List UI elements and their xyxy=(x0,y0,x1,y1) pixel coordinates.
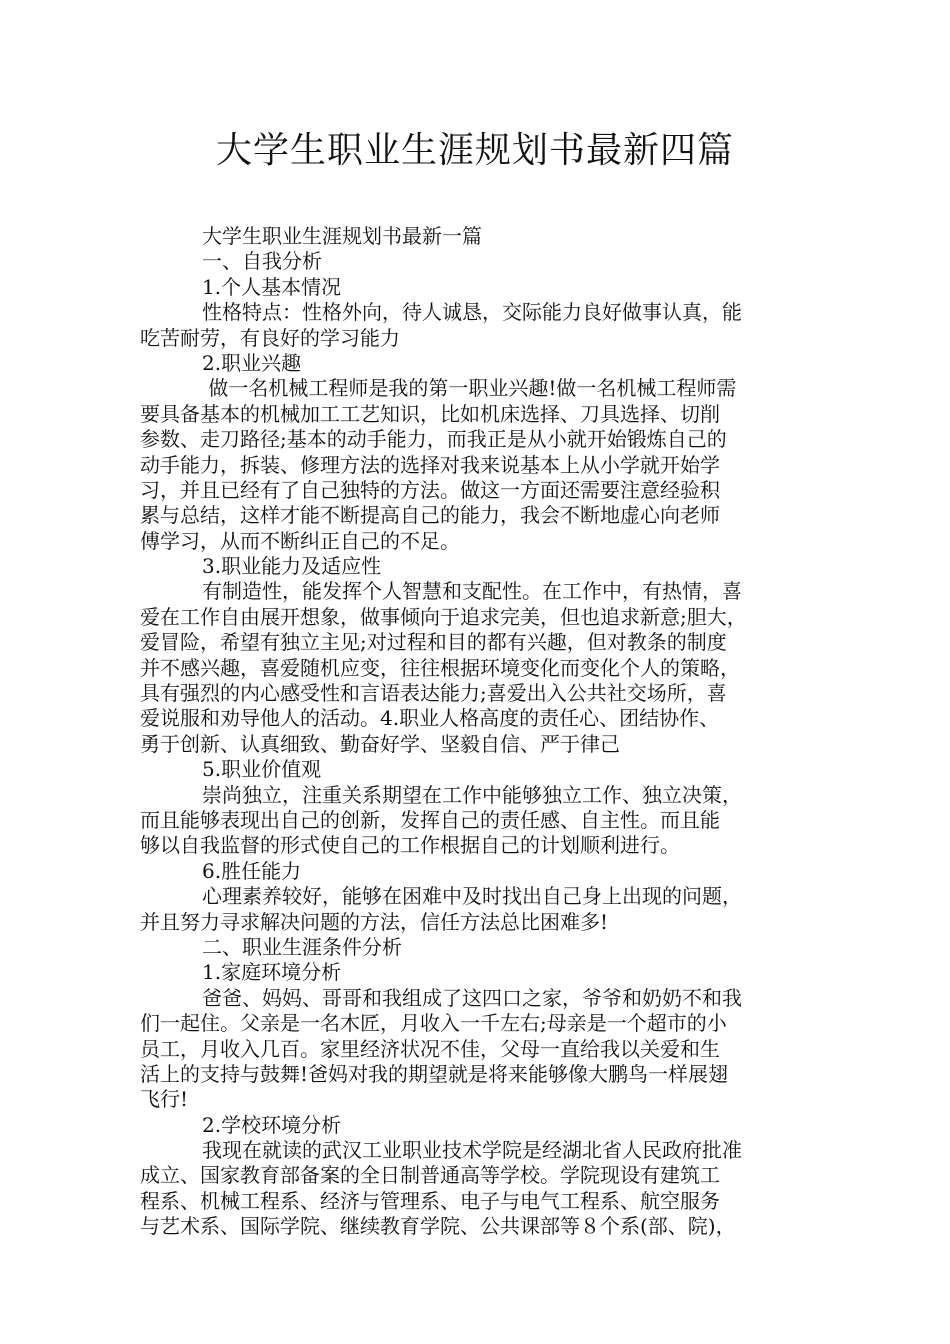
text-line: 参数、走刀路径;基本的动手能力，而我正是从小就开始锻炼自己的 xyxy=(140,427,727,452)
text-line: 崇尚独立，注重关系期望在工作中能够独立工作、独立决策， xyxy=(202,782,742,807)
text-line: 们一起住。父亲是一名木匠，月收入一千左右;母亲是一个超市的小 xyxy=(140,1011,727,1036)
text-line: 爱在工作自由展开想象，做事倾向于追求完美，但也追求新意;胆大， xyxy=(140,604,747,629)
text-line: 有制造性，能发挥个人智慧和支配性。在工作中，有热情，喜 xyxy=(202,579,742,604)
text-line: 并且努力寻求解决问题的方法，信任方法总比困难多! xyxy=(140,909,609,934)
text-line: 性格特点：性格外向，待人诚恳，交际能力良好做事认真，能 xyxy=(202,300,742,325)
text-line: 大学生职业生涯规划书最新一篇 xyxy=(202,224,482,248)
text-line: 6.胜任能力 xyxy=(202,858,302,883)
text-line: 并不感兴趣，喜爱随机应变，往往根据环境变化而变化个人的策略， xyxy=(140,655,740,680)
text-line: 爱说服和劝导他人的活动。4.职业人格高度的责任心、团结协作、 xyxy=(140,706,720,731)
text-line: 活上的支持与鼓舞!爸妈对我的期望就是将来能够像大鹏鸟一样展翅 xyxy=(140,1061,729,1086)
text-line: 累与总结，这样才能不断提高自己的能力，我会不断地虚心向老师 xyxy=(140,503,720,528)
text-line: 习，并且已经有了自己独特的方法。做这一方面还需要注意经验积 xyxy=(140,477,720,502)
text-line: 要具备基本的机械加工工艺知识，比如机床选择、刀具选择、切削 xyxy=(140,401,720,426)
text-line: 2.职业兴趣 xyxy=(202,350,302,375)
document-title: 大学生职业生涯规划书最新四篇 xyxy=(215,130,734,171)
text-line: 一、自我分析 xyxy=(202,249,322,274)
text-line: 3.职业能力及适应性 xyxy=(202,554,382,579)
text-line: 具有强烈的内心感受性和言语表达能力;喜爱出入公共社交场所，喜 xyxy=(140,681,727,706)
text-line: 爸爸、妈妈、哥哥和我组成了这四口之家，爷爷和奶奶不和我 xyxy=(202,985,742,1010)
text-line: 2.学校环境分析 xyxy=(202,1112,342,1137)
text-line: 飞行! xyxy=(140,1087,189,1112)
text-line: 我现在就读的武汉工业职业技术学院是经湖北省人民政府批准 xyxy=(202,1138,742,1163)
text-line: 1.家庭环境分析 xyxy=(202,960,342,985)
text-line: 而且能够表现出自己的创新，发挥自己的责任感、自主性。而且能 xyxy=(140,807,720,832)
document-body xyxy=(140,224,815,1240)
text-line: 心理素养较好，能够在困难中及时找出自己身上出现的问题， xyxy=(202,884,742,909)
text-line: 动手能力，拆装、修理方法的选择对我来说基本上从小学就开始学 xyxy=(140,452,720,477)
text-line: 1.个人基本情况 xyxy=(202,274,342,299)
text-line: 程系、机械工程系、经济与管理系、电子与电气工程系、航空服务 xyxy=(140,1188,720,1213)
text-line: 员工，月收入几百。家里经济状况不佳，父母一直给我以关爱和生 xyxy=(140,1036,720,1061)
text-line: 爱冒险，希望有独立主见;对过程和目的都有兴趣，但对教条的制度 xyxy=(140,630,727,655)
text-line: 做一名机械工程师是我的第一职业兴趣!做一名机械工程师需 xyxy=(202,376,737,401)
text-line: 成立、国家教育部备案的全日制普通高等学校。学院现设有建筑工 xyxy=(140,1163,720,1188)
text-line: 傅学习，从而不断纠正自己的不足。 xyxy=(140,528,460,553)
text-line: 吃苦耐劳，有良好的学习能力 xyxy=(140,325,400,350)
text-line: 与艺术系、国际学院、继续教育学院、公共课部等８个系(部、院)， xyxy=(140,1214,736,1239)
text-line: 勇于创新、认真细致、勤奋好学、坚毅自信、严于律己 xyxy=(140,731,620,756)
text-line: 够以自我监督的形式使自己的工作根据自己的计划顺利进行。 xyxy=(140,833,680,858)
text-line: 二、职业生涯条件分析 xyxy=(202,934,402,959)
text-line: 5.职业价值观 xyxy=(202,757,322,782)
